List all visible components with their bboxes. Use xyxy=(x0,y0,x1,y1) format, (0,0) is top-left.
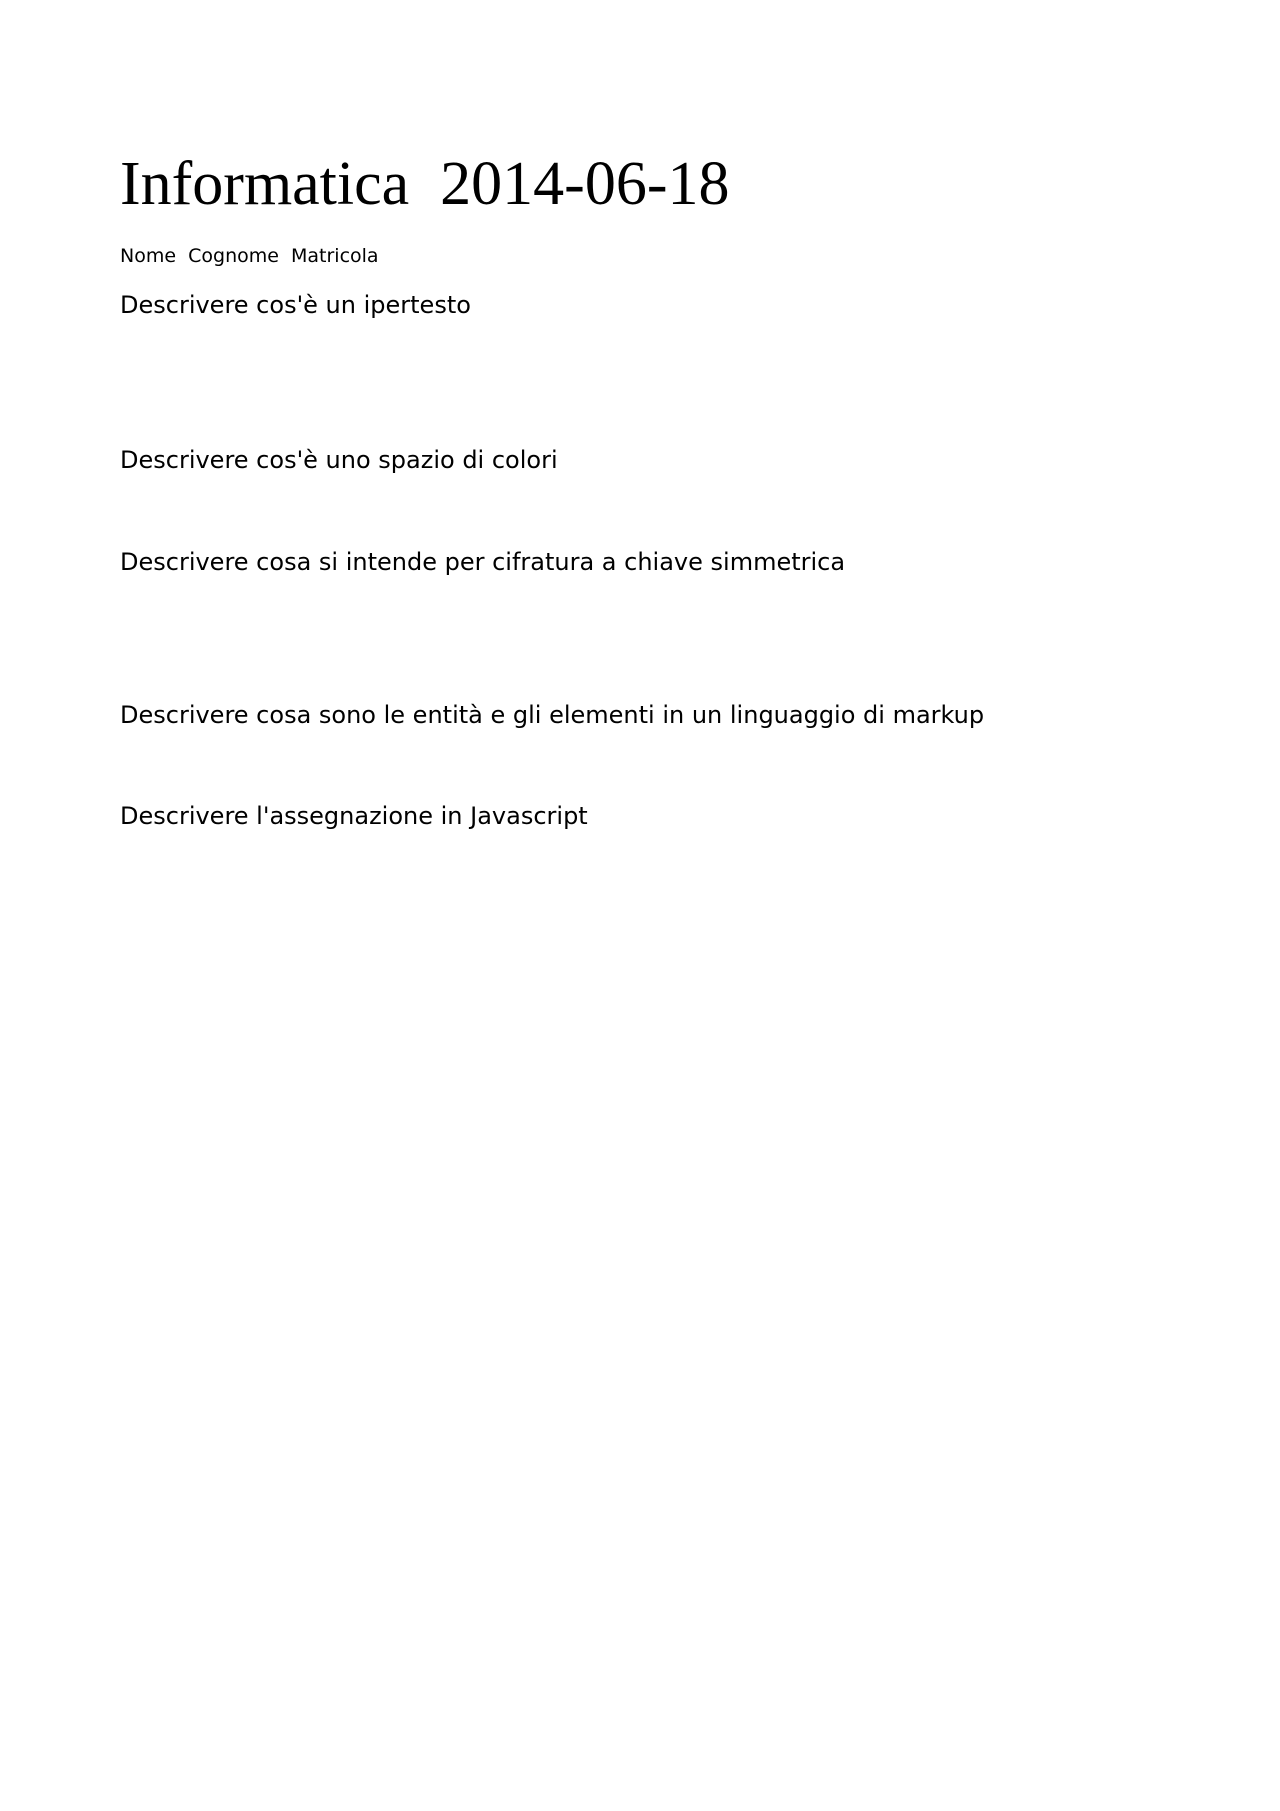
question-4: Descrivere cosa sono le entità e gli elementi in un linguaggio di markup xyxy=(120,701,985,729)
question-5: Descrivere l'assegnazione in Javascript xyxy=(120,802,588,830)
question-3: Descrivere cosa si intende per cifratura a chiave simmetrica xyxy=(120,548,846,576)
student-fields: Nome Cognome Matricola xyxy=(120,245,379,267)
page-title: Informatica 2014-06-18 xyxy=(120,150,730,218)
question-1: Descrivere cos'è un ipertesto xyxy=(120,291,471,319)
question-2: Descrivere cos'è uno spazio di colori xyxy=(120,446,558,474)
